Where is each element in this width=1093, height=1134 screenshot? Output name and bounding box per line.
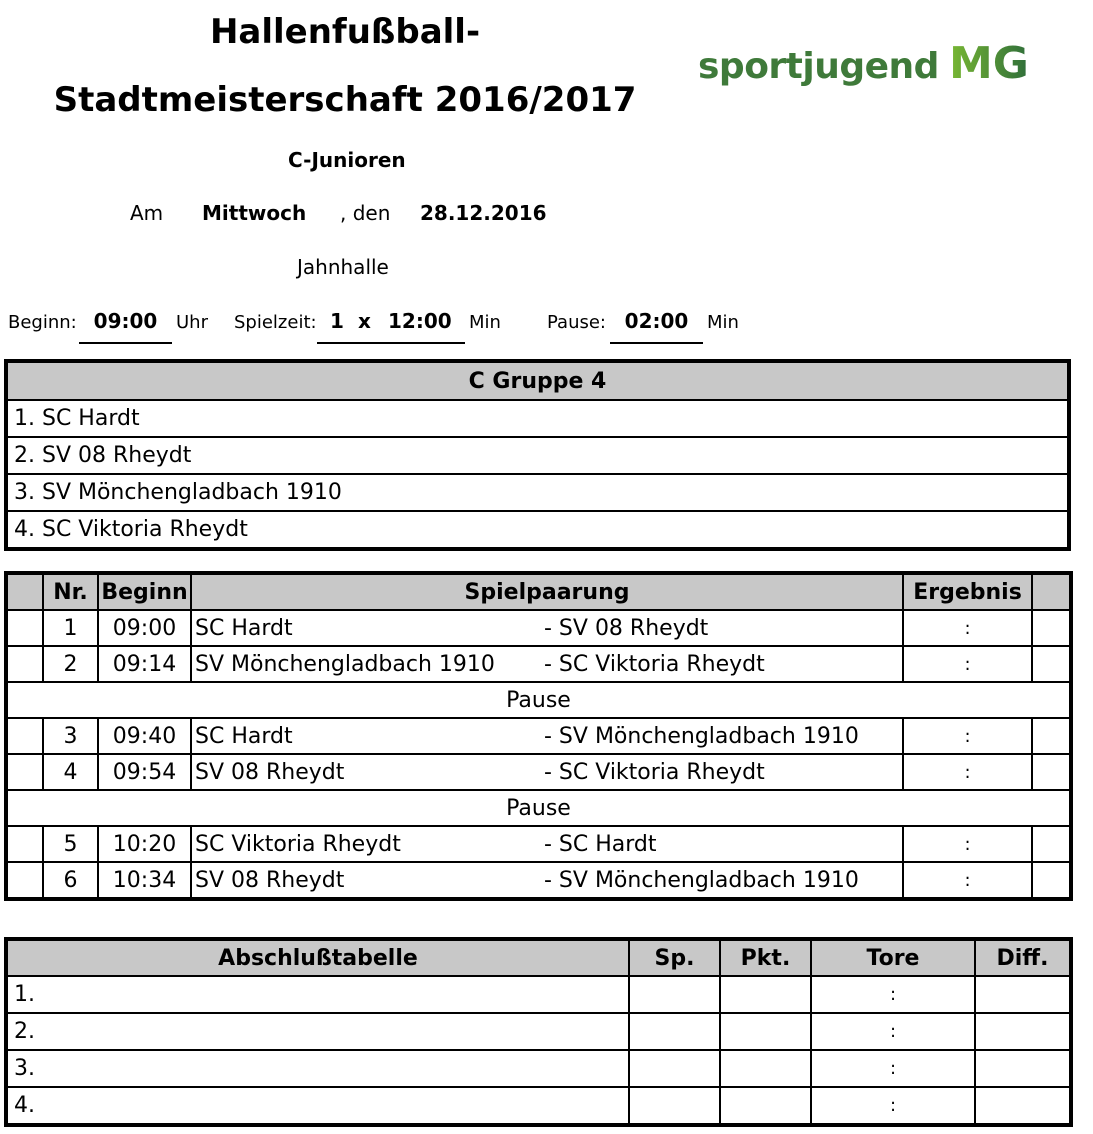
match-nr: 5	[43, 826, 98, 862]
uhr-label: Uhr	[176, 312, 208, 333]
schedule-table	[6, 573, 1071, 899]
pause-value: 02:00	[610, 309, 703, 344]
match-time: 10:34	[98, 862, 191, 898]
pause-row: Pause	[7, 790, 1070, 826]
away-team: - SC Viktoria Rheydt	[544, 651, 765, 677]
logo-mg: MG	[948, 38, 1029, 89]
away-team: - SV Mönchengladbach 1910	[544, 867, 859, 893]
standings-sp	[629, 976, 720, 1013]
match-pairing	[191, 826, 903, 862]
standings-pkt	[720, 1050, 811, 1087]
standings-rank: 4.	[7, 1087, 629, 1124]
match-time: 09:40	[98, 718, 191, 754]
match-pairing	[191, 862, 903, 898]
blank-cell	[1032, 862, 1070, 898]
home-team: SC Hardt	[195, 615, 293, 641]
am-label: Am	[130, 201, 164, 225]
match-pairing	[191, 610, 903, 646]
blank-cell	[1032, 646, 1070, 682]
away-team: - SC Viktoria Rheydt	[544, 759, 765, 785]
standings-diff	[975, 976, 1070, 1013]
blank-cell	[7, 610, 43, 646]
standings-rank: 1.	[7, 976, 629, 1013]
standings-pkt	[720, 1013, 811, 1050]
header-nr: Nr.	[43, 574, 98, 610]
blank-cell	[7, 718, 43, 754]
header-spielpaarung: Spielpaarung	[191, 574, 903, 610]
match-pairing	[191, 718, 903, 754]
match-row	[7, 826, 1070, 862]
spielzeit-value: 12:00	[388, 309, 452, 333]
standings-sp	[629, 1087, 720, 1124]
match-score: :	[903, 610, 1032, 646]
standings-row	[7, 976, 1070, 1013]
schedule-header-blank	[7, 574, 43, 610]
match-row	[7, 862, 1070, 898]
match-time: 10:20	[98, 826, 191, 862]
away-team: - SC Hardt	[544, 831, 657, 857]
match-nr: 3	[43, 718, 98, 754]
standings-row	[7, 1013, 1070, 1050]
home-team: SC Viktoria Rheydt	[195, 831, 401, 857]
header-pkt: Pkt.	[720, 940, 811, 976]
match-time: 09:00	[98, 610, 191, 646]
match-row	[7, 754, 1070, 790]
spielzeit-label: Spielzeit:	[234, 312, 317, 333]
match-nr: 6	[43, 862, 98, 898]
match-score: :	[903, 754, 1032, 790]
match-pairing	[191, 646, 903, 682]
match-pairing	[191, 754, 903, 790]
standings-row	[7, 1050, 1070, 1087]
home-team: SC Hardt	[195, 723, 293, 749]
header-diff: Diff.	[975, 940, 1070, 976]
blank-cell	[7, 826, 43, 862]
match-score: :	[903, 862, 1032, 898]
team-row: 4. SC Viktoria Rheydt	[7, 511, 1068, 548]
standings-pkt	[720, 1087, 811, 1124]
header-sp: Sp.	[629, 940, 720, 976]
match-row	[7, 718, 1070, 754]
sportjugend-logo	[698, 38, 1029, 94]
match-row	[7, 646, 1070, 682]
pause-row: Pause	[7, 682, 1070, 718]
schedule-header-blank-end	[1032, 574, 1070, 610]
match-nr: 2	[43, 646, 98, 682]
standings-rank: 3.	[7, 1050, 629, 1087]
standings-tore: :	[811, 1050, 975, 1087]
standings-sp	[629, 1050, 720, 1087]
spielzeit-count: 1	[330, 309, 344, 333]
home-team: SV 08 Rheydt	[195, 867, 345, 893]
standings-tore: :	[811, 1013, 975, 1050]
venue: Jahnhalle	[297, 255, 389, 279]
match-nr: 1	[43, 610, 98, 646]
min-label: Min	[469, 312, 501, 333]
match-score: :	[903, 826, 1032, 862]
standings-row	[7, 1087, 1070, 1124]
blank-cell	[7, 646, 43, 682]
match-time: 09:14	[98, 646, 191, 682]
blank-cell	[7, 862, 43, 898]
standings-rank: 2.	[7, 1013, 629, 1050]
weekday: Mittwoch	[202, 201, 307, 225]
standings-sp	[629, 1013, 720, 1050]
match-nr: 4	[43, 754, 98, 790]
group-title: C Gruppe 4	[7, 362, 1068, 400]
standings-diff	[975, 1013, 1070, 1050]
beginn-value: 09:00	[79, 309, 172, 344]
away-team: - SV 08 Rheydt	[544, 615, 709, 641]
blank-cell	[1032, 826, 1070, 862]
blank-cell	[7, 754, 43, 790]
team-row: 2. SV 08 Rheydt	[7, 437, 1068, 474]
category: C-Junioren	[288, 148, 406, 172]
logo-text: sportjugend	[698, 46, 939, 87]
standings-pkt	[720, 976, 811, 1013]
blank-cell	[1032, 754, 1070, 790]
team-row: 3. SV Mönchengladbach 1910	[7, 474, 1068, 511]
match-time: 09:54	[98, 754, 191, 790]
standings-tore: :	[811, 976, 975, 1013]
min-label-2: Min	[707, 312, 739, 333]
match-score: :	[903, 718, 1032, 754]
away-team: - SV Mönchengladbach 1910	[544, 723, 859, 749]
header-beginn: Beginn	[98, 574, 191, 610]
pause-label: Pause:	[547, 312, 607, 333]
team-row: 1. SC Hardt	[7, 400, 1068, 437]
match-row	[7, 610, 1070, 646]
spielzeit-x: x	[358, 309, 371, 333]
home-team: SV Mönchengladbach 1910	[195, 651, 495, 677]
header-abschlusstabelle: Abschlußtabelle	[7, 940, 629, 976]
title-line-2: Stadtmeisterschaft 2016/2017	[53, 80, 637, 120]
standings-diff	[975, 1087, 1070, 1124]
standings-diff	[975, 1050, 1070, 1087]
standings-table	[6, 939, 1071, 1125]
standings-tore: :	[811, 1087, 975, 1124]
beginn-label: Beginn:	[8, 312, 77, 333]
match-score: :	[903, 646, 1032, 682]
blank-cell	[1032, 718, 1070, 754]
home-team: SV 08 Rheydt	[195, 759, 345, 785]
group-table	[6, 361, 1069, 549]
blank-cell	[1032, 610, 1070, 646]
header-tore: Tore	[811, 940, 975, 976]
date: 28.12.2016	[420, 201, 547, 225]
header-ergebnis: Ergebnis	[903, 574, 1032, 610]
den-label: , den	[340, 201, 391, 225]
title-line-1: Hallenfußball-	[209, 12, 481, 52]
